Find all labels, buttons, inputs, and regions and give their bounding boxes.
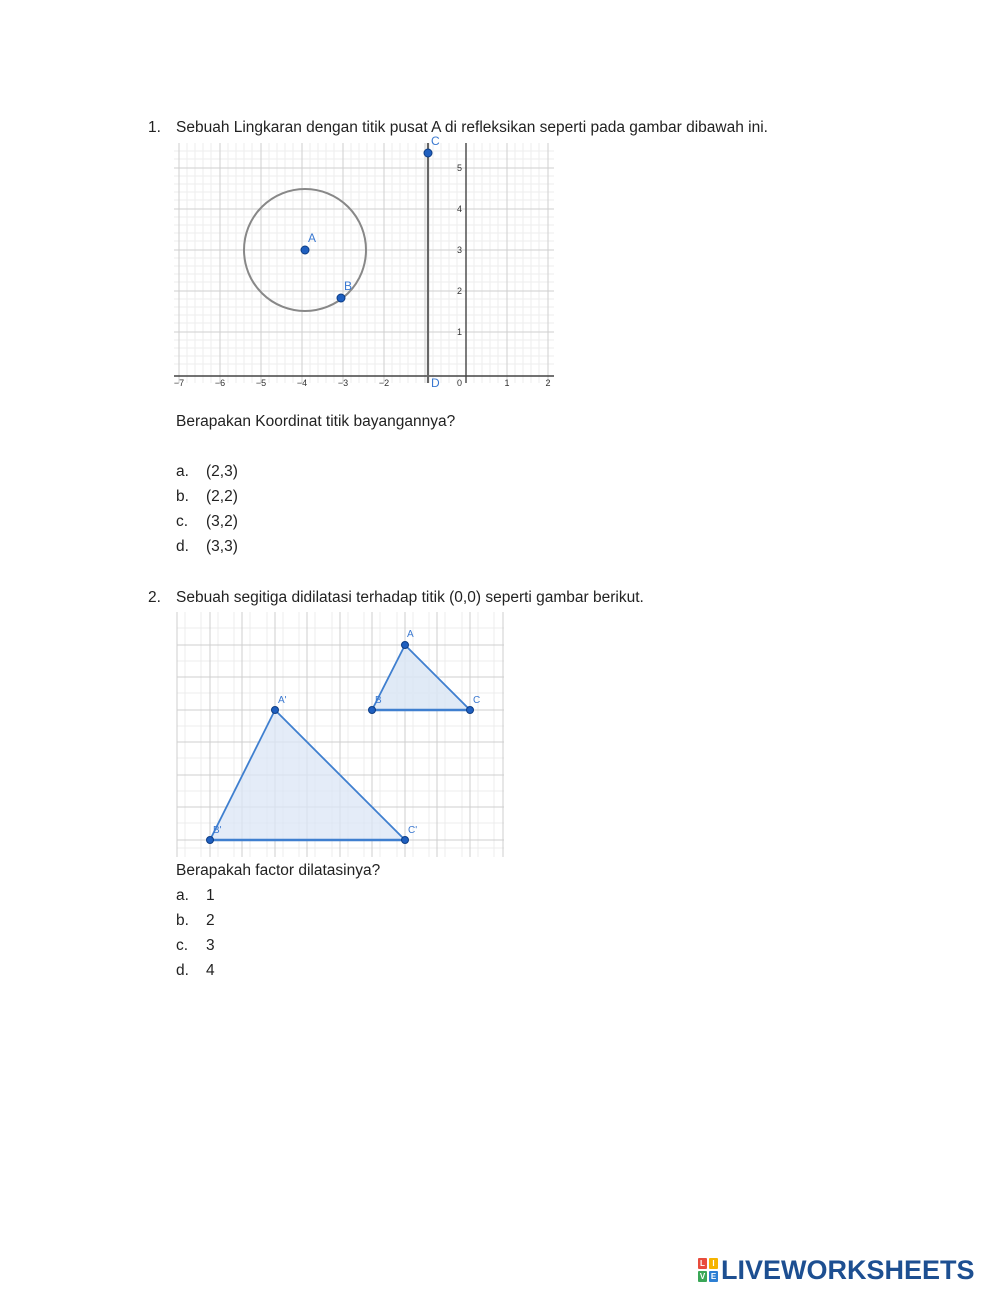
q2-option-letter: b. xyxy=(176,912,189,929)
q2-number: 2. xyxy=(148,589,161,606)
q1-y-tick-label: 1 xyxy=(456,327,462,337)
q1-option-value: (2,3) xyxy=(206,463,238,480)
q1-y-tick-label: 5 xyxy=(456,163,462,173)
logo-tile: E xyxy=(710,1272,717,1281)
liveworksheets-logo-icon xyxy=(698,1258,718,1282)
q1-x-tick-label: 0 xyxy=(456,378,462,388)
q1-x-tick-label: −3 xyxy=(337,378,349,388)
q2-point-c-prime xyxy=(402,837,409,844)
q1-label-d: D xyxy=(431,376,440,390)
q2-option-value: 3 xyxy=(206,937,215,954)
q1-x-tick-label: 1 xyxy=(504,378,510,388)
q2-option-letter: a. xyxy=(176,887,189,904)
q1-x-tick-labels xyxy=(174,378,551,388)
logo-tile: V xyxy=(699,1272,706,1281)
q1-option-letter: b. xyxy=(176,488,189,505)
q1-option-letter: d. xyxy=(176,538,189,555)
q1-option-letter: a. xyxy=(176,463,189,480)
liveworksheets-logo xyxy=(698,1254,975,1285)
q1-question: Berapakan Koordinat titik bayangannya? xyxy=(176,413,456,430)
q2-option-value: 2 xyxy=(206,912,215,929)
q1-y-tick-label: 4 xyxy=(456,204,462,214)
q2-label-c: C xyxy=(473,695,481,706)
q1-option-value: (3,3) xyxy=(206,538,238,555)
q1-label-b: B xyxy=(344,279,353,293)
q2-figure-graph xyxy=(177,612,504,857)
q1-y-tick-labels xyxy=(457,163,462,337)
q1-x-tick-label: −5 xyxy=(255,378,267,388)
q1-label-c: C xyxy=(431,134,440,148)
logo-tile: I xyxy=(709,1258,718,1269)
q2-option-value: 4 xyxy=(206,962,215,979)
q1-option-letter: c. xyxy=(176,513,189,530)
q2-point-b xyxy=(369,707,376,714)
q1-option-value: (2,2) xyxy=(206,488,238,505)
logo-tile: L xyxy=(698,1258,707,1269)
q1-x-tick-label: −2 xyxy=(378,378,390,388)
q2-question: Berapakah factor dilatasinya? xyxy=(176,862,381,879)
q2-label-b: B xyxy=(375,695,382,706)
q2-option-value: 1 xyxy=(206,887,215,904)
q2-point-a xyxy=(402,642,409,649)
q2-option-letter: d. xyxy=(176,962,189,979)
q1-x-tick-label: 2 xyxy=(545,378,551,388)
q1-number: 1. xyxy=(148,119,161,136)
q1-x-tick-label: −7 xyxy=(173,378,185,388)
q1-text: Sebuah Lingkaran dengan titik pusat A di refleksikan seperti pada gambar dibawah ini. xyxy=(176,119,768,136)
q2-label-a-prime: A' xyxy=(278,695,287,706)
q1-option-value: (3,2) xyxy=(206,513,238,530)
q1-x-tick-label: −6 xyxy=(214,378,226,388)
q1-y-tick-label: 2 xyxy=(456,286,462,296)
q2-point-c xyxy=(467,707,474,714)
q1-x-tick-label: −4 xyxy=(296,378,308,388)
q2-label-a: A xyxy=(407,629,414,640)
q2-label-c-prime: C' xyxy=(408,825,418,836)
q1-figure-graph xyxy=(173,134,554,390)
q1-point-a xyxy=(301,246,309,254)
q1-y-tick-label: 3 xyxy=(456,245,462,255)
liveworksheets-logo-text: LIVEWORKSHEETS xyxy=(721,1254,975,1285)
q2-label-b-prime: B' xyxy=(213,825,222,836)
q1-point-b xyxy=(337,294,345,302)
q2-point-a-prime xyxy=(272,707,279,714)
q1-point-c xyxy=(424,149,432,157)
q1-label-a: A xyxy=(308,231,317,245)
q2-point-b-prime xyxy=(207,837,214,844)
q2-text: Sebuah segitiga didilatasi terhadap titik (0,0) seperti gambar berikut. xyxy=(176,589,644,606)
q2-option-letter: c. xyxy=(176,937,189,954)
